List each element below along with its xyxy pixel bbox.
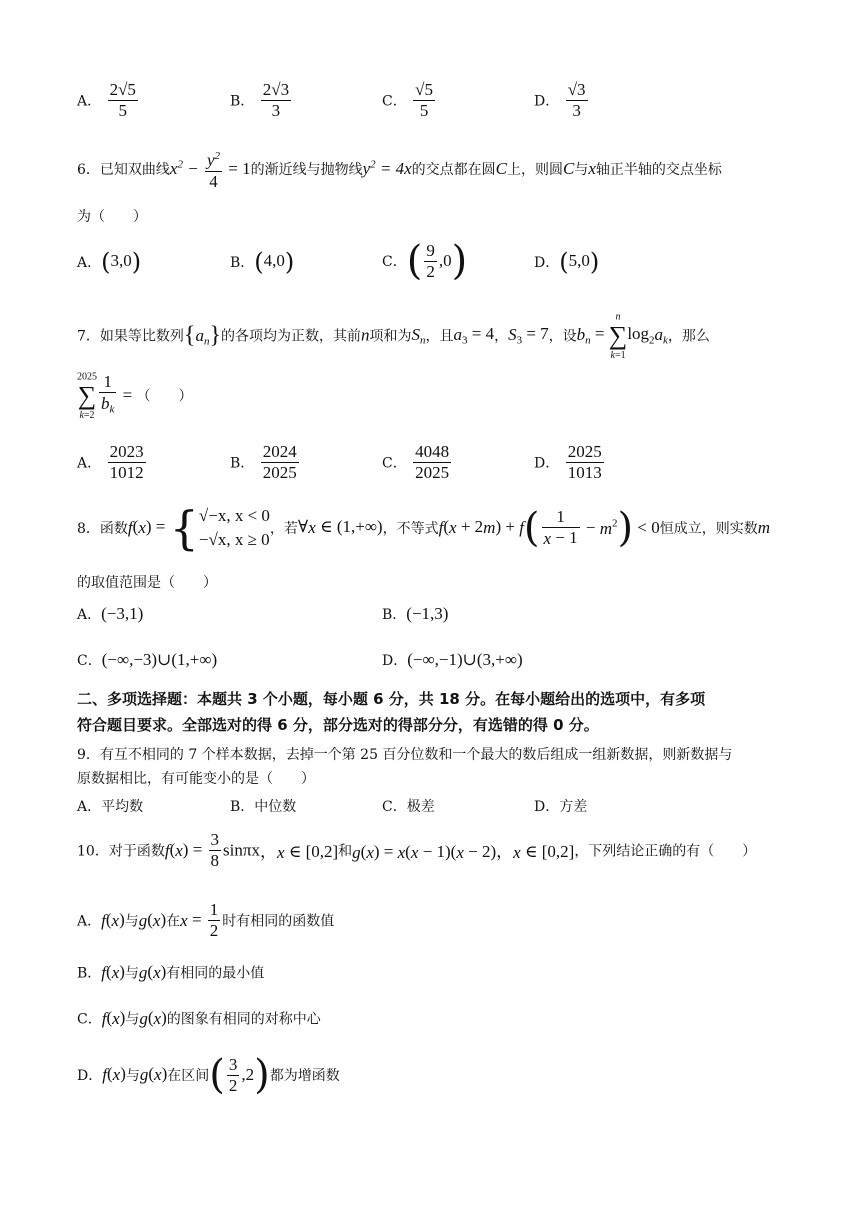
q6-stem: 6．已知双曲线$x^2$ − $\frac{y^2}{4}$ = 1的渐近线与抛物线$y^2 = 4x$的交点都在圆C上，则圆C与x轴正半轴的交点坐标: [77, 146, 800, 192]
q8-stem: 8．函数f(x) = { √−x, x < 0 −√x, x ≥ 0 ，若∀x ∈ (1,+∞)，不等式f(x + 2m) + f( $\frac{1}{x - 1}$ − $m^2) < 0$恒成立，则实数m: [77, 501, 771, 555]
q7-option-b: B． $\frac{2024}{2025}$: [230, 442, 297, 482]
q5-option-b: B． $\frac{2√3}{3}$: [230, 80, 290, 120]
q5-option-c: C． $\frac{√5}{5}$: [382, 80, 434, 120]
q5-c-numerator: √5: [415, 80, 434, 99]
q7-stem-line2: 2025 ∑ k=2 $\frac{1}{b_k}$ = （ ）: [77, 371, 193, 422]
q5-d-denominator: 3: [572, 101, 581, 120]
q10-stem: 10．对于函数f(x) = $\frac{3}{8}$ sinπx，x ∈ [0,2]和g(x) = x(x − 1)(x − 2)，x ∈ [0,2]，下列结论正确的有（ ）: [77, 830, 757, 870]
q6-stem-line2: 为（ ）: [77, 209, 147, 225]
q7-stem: 7．如果等比数列$\{a_n\}$的各项均为正数，其前n项和为$S_n$，且$a_3 = 4$，$S_3 = 7$，设$b_n = n$ ∑ $k=1\log_2a_k$，那么: [77, 311, 710, 362]
section2-heading-line1: 二、多项选择题：本题共 3 个小题，每小题 6 分，共 18 分。在每小题给出的选项中，有多项: [77, 690, 706, 708]
q8-piecewise: √−x, x < 0 −√x, x ≥ 0: [198, 506, 270, 549]
q6-option-d: D．(5,0): [534, 248, 600, 276]
q9-option-c: C．极差: [382, 799, 435, 815]
q10-option-d: D．f(x)与g(x)在区间( $\frac{3}{2}$ ,2)都为增函数: [77, 1052, 340, 1098]
q5-b-denominator: 3: [271, 101, 281, 120]
q8-option-b: B．(−1,3): [382, 604, 449, 623]
q9-option-d: D．方差: [534, 799, 588, 815]
q8-option-c: C．(−∞,−3)∪(1,+∞): [77, 650, 218, 669]
section2-heading-line2: 符合题目要求。全部选对的得 6 分，部分选对的得部分分，有选错的得 0 分。: [77, 716, 599, 734]
q10-option-a: A．f(x)与g(x)在x = $\frac{1}{2}$ 时有相同的函数值: [77, 900, 335, 940]
q8-option-d: D．(−∞,−1)∪(3,+∞): [382, 650, 523, 669]
q6-parabola: $y^2 = 4x$: [362, 158, 412, 179]
q10-option-b: B．f(x)与g(x)有相同的最小值: [77, 962, 265, 983]
q9-option-b: B．中位数: [230, 799, 297, 815]
q8-stem-line2: 的取值范围是（ ）: [77, 575, 217, 591]
q10-option-c: C．f(x)与g(x)的图象有相同的对称中心: [77, 1008, 321, 1029]
q5-c-denominator: 5: [419, 101, 429, 120]
q5-option-d: D． $\frac{√3}{3}$: [534, 80, 586, 120]
q5-a-denominator: 5: [118, 101, 127, 120]
q7-option-d: D． $\frac{2025}{1013}$: [534, 442, 602, 482]
q6-option-b: B．(4,0): [230, 248, 295, 276]
q8-option-a: A．(−3,1): [77, 604, 144, 623]
q9-stem-line1: 9．有互不相同的 7 个样本数据，去掉一个第 25 百分位数和一个最大的数后组成一组新数据，则新数据与: [77, 747, 733, 763]
q6-option-c: C．( $\frac{9}{2}$ ,0): [382, 238, 468, 284]
q9-option-a: A．平均数: [77, 799, 144, 815]
q6-hyperbola: $x^2$ −: [169, 158, 203, 179]
q5-a-numerator: 2√5: [109, 80, 136, 99]
q9-stem-line2: 原数据相比，有可能变小的是（ ）: [77, 771, 315, 787]
q5-d-numerator: √3: [567, 80, 586, 99]
q6-option-a: A．(3,0): [77, 248, 142, 276]
q7-option-c: C． $\frac{4048}{2025}$: [382, 442, 450, 482]
q5-b-numerator: 2√3: [262, 80, 290, 99]
q7-option-a: A． $\frac{2023}{1012}$: [77, 442, 144, 482]
q5-option-a: A． $\frac{2√5}{5}$: [77, 80, 136, 120]
